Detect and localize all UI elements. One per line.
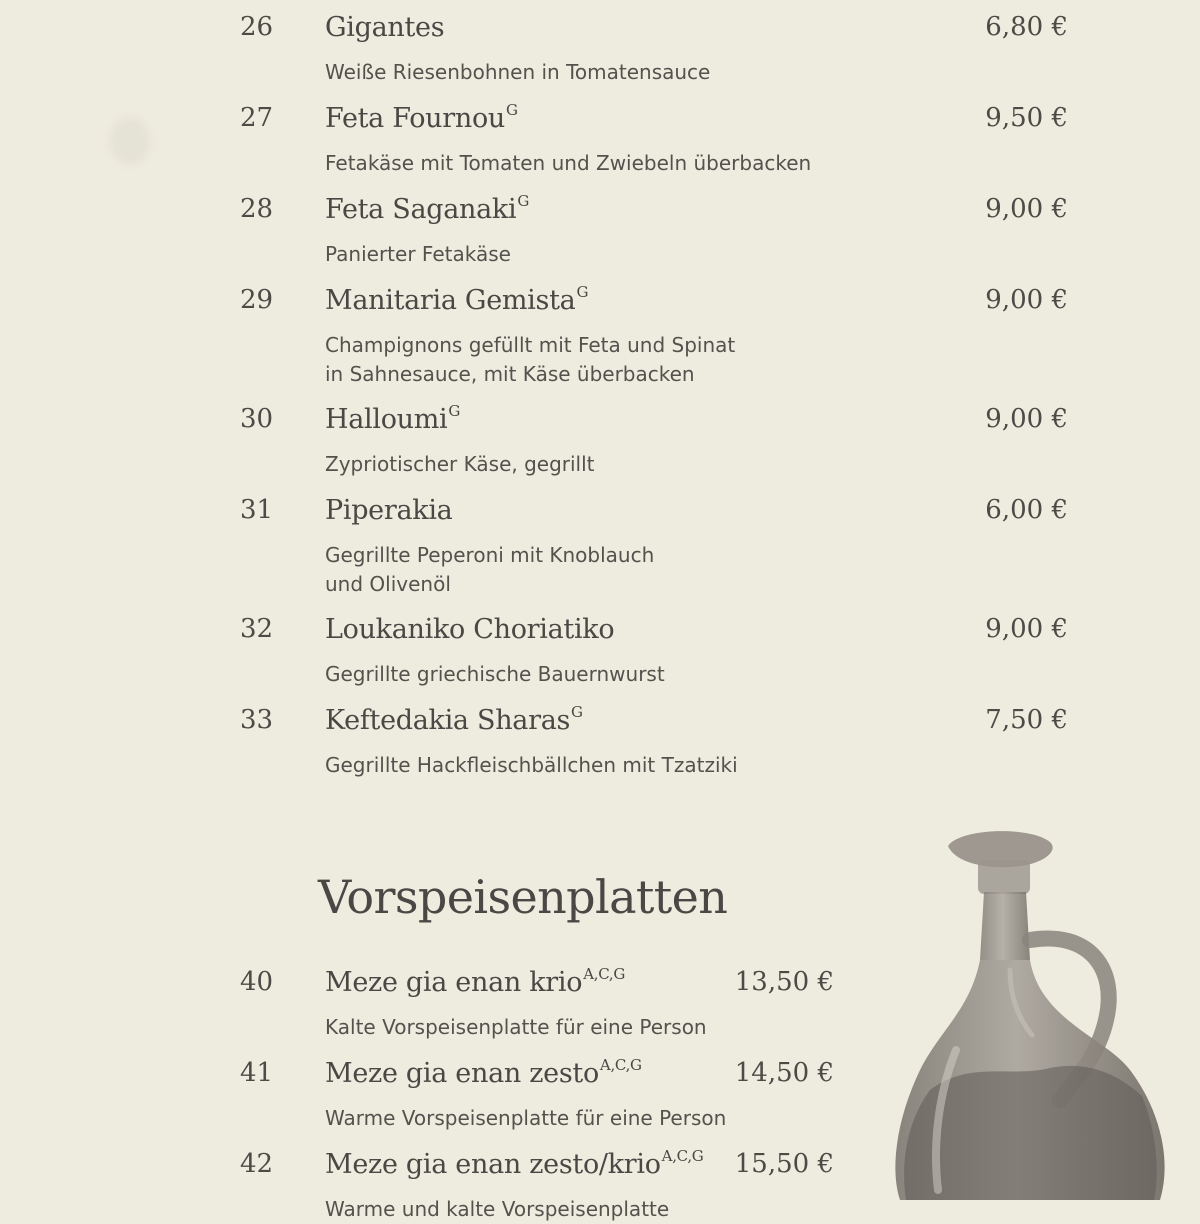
item-description xyxy=(325,1104,726,1133)
item-number: 31 xyxy=(240,495,274,525)
item-price: 7,50 € xyxy=(985,705,1068,735)
item-name: Gigantes xyxy=(325,12,445,43)
description-line: Gegrillte griechische Bauernwurst xyxy=(325,662,665,686)
item-description xyxy=(325,751,738,780)
section-title: Vorspeisenplatten xyxy=(318,870,728,924)
item-name: Manitaria Gemista$^G$ xyxy=(325,283,589,316)
item-description xyxy=(325,149,811,178)
item-description xyxy=(325,450,595,479)
allergen-codes: G xyxy=(571,703,583,721)
allergen-codes: G xyxy=(506,101,518,119)
item-price: 15,50 € xyxy=(734,1149,834,1179)
item-description xyxy=(325,1013,707,1042)
item-number: 29 xyxy=(240,285,274,315)
description-line: Champignons gefüllt mit Feta und Spinat xyxy=(325,333,736,357)
description-line: Weiße Riesenbohnen in Tomatensauce xyxy=(325,60,711,84)
item-price: 6,00 € xyxy=(985,495,1068,525)
allergen-codes: A,C,G xyxy=(599,1056,642,1074)
description-line: Fetakäse mit Tomaten und Zwiebeln überbacken xyxy=(325,151,812,175)
item-price: 9,00 € xyxy=(985,194,1068,224)
description-line: in Sahnesauce, mit Käse überbacken xyxy=(325,362,695,386)
item-name: Keftedakia Sharas$^G$ xyxy=(325,703,583,736)
item-price: 13,50 € xyxy=(734,967,834,997)
item-number: 26 xyxy=(240,12,274,42)
item-description xyxy=(325,58,710,87)
item-price: 6,80 € xyxy=(985,12,1068,42)
allergen-codes: A,C,G xyxy=(583,965,626,983)
item-name: Loukaniko Choriatiko xyxy=(325,614,615,645)
description-line: Zypriotischer Käse, gegrillt xyxy=(325,452,595,476)
item-price: 9,50 € xyxy=(985,103,1068,133)
item-name: Meze gia enan zesto$^{A,C,G}$ xyxy=(325,1056,642,1089)
item-description xyxy=(325,1195,669,1224)
item-price: 9,00 € xyxy=(985,614,1068,644)
description-line: und Olivenöl xyxy=(325,572,451,596)
paper-smudge xyxy=(110,118,150,164)
item-number: 41 xyxy=(240,1058,274,1088)
description-line: Gegrillte Hackfleischbällchen mit Tzatziki xyxy=(325,753,738,777)
item-number: 42 xyxy=(240,1149,274,1179)
item-number: 28 xyxy=(240,194,274,224)
item-price: 9,00 € xyxy=(985,285,1068,315)
allergen-codes: G xyxy=(517,192,530,210)
item-number: 30 xyxy=(240,404,274,434)
item-name: Piperakia xyxy=(325,495,453,526)
item-name: Meze gia enan krio$^{A,C,G}$ xyxy=(325,965,626,998)
allergen-codes: A,C,G xyxy=(661,1147,704,1165)
item-description xyxy=(325,240,511,269)
item-price: 14,50 € xyxy=(734,1058,834,1088)
item-price: 9,00 € xyxy=(985,404,1068,434)
item-number: 32 xyxy=(240,614,274,644)
item-number: 33 xyxy=(240,705,274,735)
item-number: 27 xyxy=(240,103,274,133)
item-name: Meze gia enan zesto/krio$^{A,C,G}$ xyxy=(325,1147,704,1180)
item-number: 40 xyxy=(240,967,274,997)
description-line: Kalte Vorspeisenplatte für eine Person xyxy=(325,1015,707,1039)
oil-bottle-icon xyxy=(860,820,1200,1200)
description-line: Warme Vorspeisenplatte für eine Person xyxy=(325,1106,727,1130)
item-description xyxy=(325,331,735,389)
description-line: Warme und kalte Vorspeisenplatte xyxy=(325,1197,670,1221)
allergen-codes: G xyxy=(576,283,589,301)
description-line: Panierter Fetakäse xyxy=(325,242,511,266)
item-description xyxy=(325,541,654,599)
item-name: Feta Saganaki$^G$ xyxy=(325,192,530,225)
description-line: Gegrillte Peperoni mit Knoblauch xyxy=(325,543,655,567)
item-description xyxy=(325,660,665,689)
item-name: Feta Fournou$^G$ xyxy=(325,101,518,134)
allergen-codes: G xyxy=(448,402,461,420)
item-name: Halloumi$^G$ xyxy=(325,402,461,435)
